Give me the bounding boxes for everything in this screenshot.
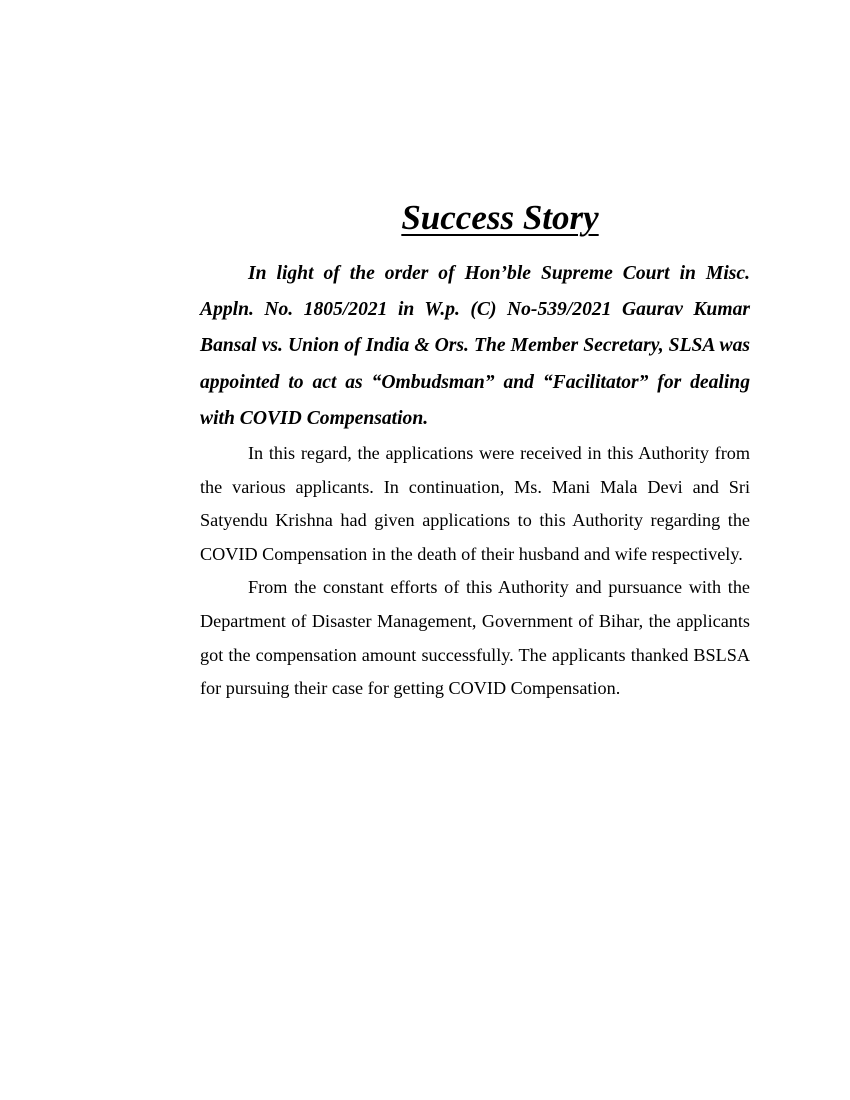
body-paragraph-1: In this regard, the applications were received in this Authority from the various applicants. In continuation, Ms. Mani Mala Devi and Sri Satyendu Krishna had given applications to this Authority regarding the COVID Compensation in the death of their husband and wife respectively. bbox=[200, 443, 750, 564]
document-body bbox=[200, 256, 750, 706]
body-paragraph-2: From the constant efforts of this Authority and pursuance with the Department of Disaster Management, Government of Bihar, the applicants got the compensation amount successfully. The applicants thanked BSLSA for pursuing their case for getting COVID Compensation. bbox=[200, 577, 750, 699]
intro-paragraph: In light of the order of Hon’ble Supreme Court in Misc. Appln. No. 1805/2021 in W.p. (C) No-539/2021 Gaurav Kumar Bansal vs. Union of India & Ors. The Member Secretary, SLSA was appointed to act as “Ombudsman” and “Facilitator” for dealing with COVID Compensation. bbox=[200, 263, 750, 429]
page-title: Success Story bbox=[401, 198, 599, 237]
